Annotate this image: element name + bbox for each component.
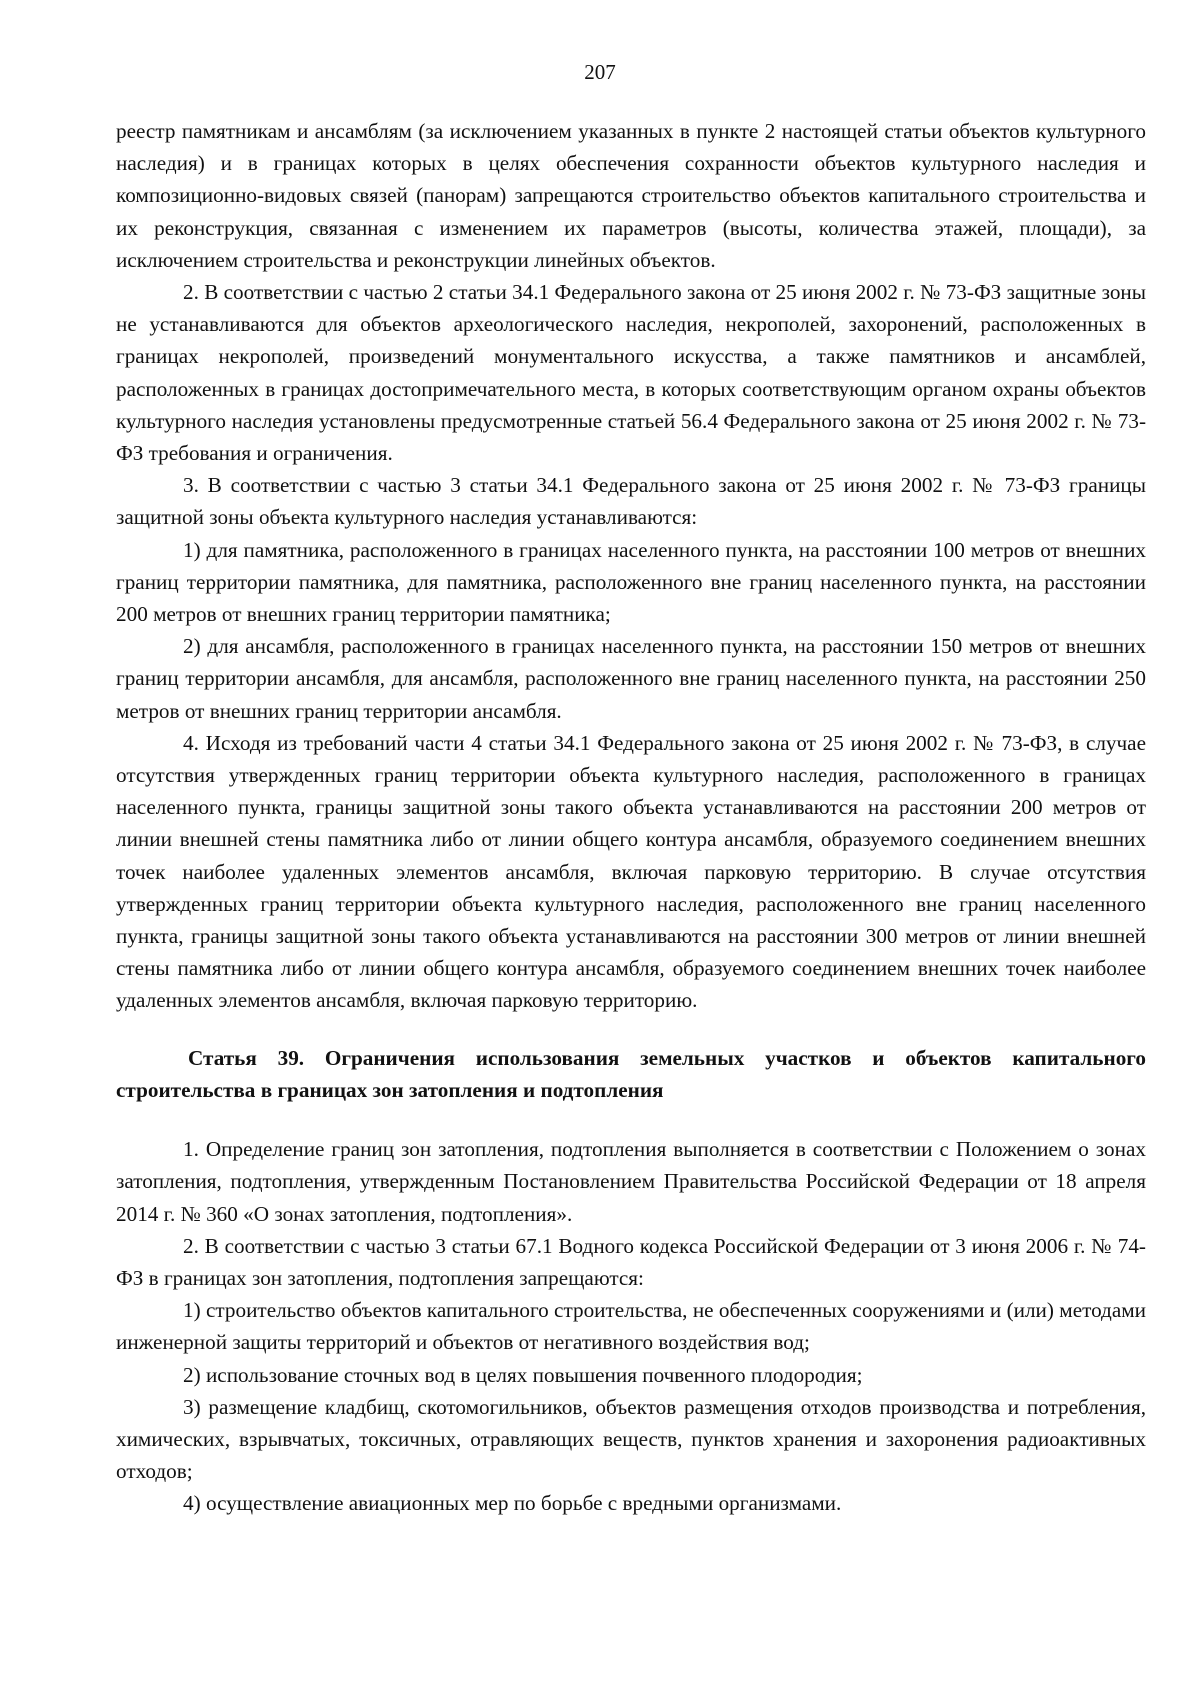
- article-subitem-2: 2) использование сточных вод в целях повышения почвенного плодородия;: [183, 1362, 863, 1387]
- paragraph-continuation: реестр памятникам и ансамблям (за исключением указанных в пункте 2 настоящей статьи объектов культурного наследия) и в границах которых в целях обеспечения сохранности объектов культурного наследия и композиционно-видовых связей (панорам) запрещаются строительство объектов капитального строительства и их реконструкция, связанная с изменением их параметров (высоты, количества этажей, площади), за исключением строительства и реконструкции линейных объектов.: [116, 119, 1146, 272]
- document-body: [116, 115, 1146, 1520]
- subitem-2: 2) для ансамбля, расположенного в границах населенного пункта, на расстоянии 150 метров от внешних границ территории ансамбля, для ансамбля, расположенного вне границ населенного пункта, на расстоянии 250 метров от внешних границ территории ансамбля.: [116, 634, 1146, 723]
- paragraph-item-4: 4. Исходя из требований части 4 статьи 34.1 Федерального закона от 25 июня 2002 г. № 73-ФЗ, в случае отсутствия утвержденных границ территории объекта культурного наследия, расположенного в границах населенного пункта, границы защитной зоны такого объекта устанавливаются на расстоянии 200 метров от линии внешней стены памятника либо от линии общего контура ансамбля, образуемого соединением внешних точек наиболее удаленных элементов ансамбля, включая парковую территорию. В случае отсутствия утвержденных границ территории объекта культурного наследия, расположенного вне границ населенного пункта, границы защитной зоны такого объекта устанавливаются на расстоянии 300 метров от линии внешней стены памятника либо от линии общего контура ансамбля, образуемого соединением внешних точек наиболее удаленных элементов ансамбля, включая парковую территорию.: [116, 730, 1146, 1013]
- paragraph-item-3: 3. В соответствии с частью 3 статьи 34.1 Федерального закона от 25 июня 2002 г. № 73-ФЗ границы защитной зоны объекта культурного наследия устанавливаются:: [116, 473, 1146, 530]
- article-paragraph-1: 1. Определение границ зон затопления, подтопления выполняется в соответствии с Положением о зонах затопления, подтопления, утвержденным Постановлением Правительства Российской Федерации от 18 апреля 2014 г. № 360 «О зонах затопления, подтопления».: [116, 1137, 1146, 1226]
- page-number: 207: [584, 60, 616, 84]
- article-paragraph-2: 2. В соответствии с частью 3 статьи 67.1 Водного кодекса Российской Федерации от 3 июня 2006 г. № 74-ФЗ в границах зон затопления, подтопления запрещаются:: [116, 1233, 1146, 1290]
- article-heading: Статья 39. Ограничения использования земельных участков и объектов капитального строительства в границах зон затопления и подтопления: [116, 1045, 1146, 1102]
- subitem-1: 1) для памятника, расположенного в границах населенного пункта, на расстоянии 100 метров от внешних границ территории памятника, для памятника, расположенного вне границ населенного пункта, на расстоянии 200 метров от внешних границ территории памятника;: [116, 537, 1146, 627]
- article-subitem-3: 3) размещение кладбищ, скотомогильников, объектов размещения отходов производства и потребления, химических, взрывчатых, токсичных, отравляющих веществ, пунктов хранения и захоронения радиоактивных отходов;: [116, 1394, 1146, 1484]
- paragraph-item-2: 2. В соответствии с частью 2 статьи 34.1 Федерального закона от 25 июня 2002 г. № 73-ФЗ защитные зоны не устанавливаются для объектов археологического наследия, некрополей, захоронений, расположенных в границах некрополей, произведений монументального искусства, а также памятников и ансамблей, расположенных в границах достопримечательного места, в которых соответствующим органом охраны объектов культурного наследия установлены предусмотренные статьей 56.4 Федерального закона от 25 июня 2002 г. № 73-ФЗ требования и ограничения.: [116, 280, 1146, 466]
- article-subitem-1: 1) строительство объектов капитального строительства, не обеспеченных сооружениями и (или) методами инженерной защиты территорий и объектов от негативного воздействия вод;: [116, 1298, 1146, 1355]
- article-subitem-4: 4) осуществление авиационных мер по борьбе с вредными организмами.: [183, 1491, 842, 1516]
